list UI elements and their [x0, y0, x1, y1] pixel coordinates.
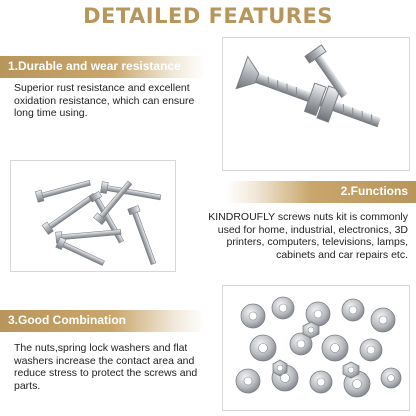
- feature-3-line: reduce stress to protect the screws and: [14, 367, 198, 379]
- feature-1-line: long time using.: [14, 107, 88, 119]
- feature-3-text: [14, 342, 214, 392]
- feature-2-line: used for home, industrial, electronics, 3D: [217, 223, 408, 236]
- bolt-and-nut-photo-icon: [222, 37, 410, 171]
- page-title: DETAILED FEATURES: [83, 4, 333, 28]
- feature-1-heading-band: [0, 56, 205, 78]
- feature-2-line: printers, computers, televisions, lamps,: [226, 236, 408, 248]
- feature-2-line: cabinets and car repairs etc.: [276, 248, 408, 261]
- feature-2-line: KINDROUFLY screws nuts kit is commonly: [208, 211, 408, 223]
- nuts-washers-photo-icon: [222, 285, 410, 411]
- bolt-and-nut-illustration: [223, 38, 409, 170]
- feature-3-heading: 3.Good Combination: [8, 313, 126, 327]
- feature-3-line: parts.: [14, 379, 41, 392]
- feature-1-heading: 1.Durable and wear resistance: [8, 59, 181, 73]
- feature-1-line: Superior rust resistance and excellent: [14, 82, 190, 94]
- screws-pile-photo-icon: [10, 160, 176, 272]
- feature-3-line: The nuts,spring lock washers and flat: [14, 342, 188, 354]
- feature-3-heading-band: [0, 310, 205, 332]
- feature-2-text: [180, 211, 408, 261]
- screws-pile-illustration: [11, 161, 175, 271]
- feature-1-text: [14, 82, 214, 120]
- feature-2-heading: 2.Functions: [340, 184, 408, 198]
- feature-2-heading-band: [226, 181, 416, 203]
- feature-1-line: oxidation resistance, which can ensure: [14, 94, 195, 107]
- feature-3-line: washers increase the contact area and: [14, 354, 195, 367]
- nuts-washers-illustration: [223, 286, 409, 410]
